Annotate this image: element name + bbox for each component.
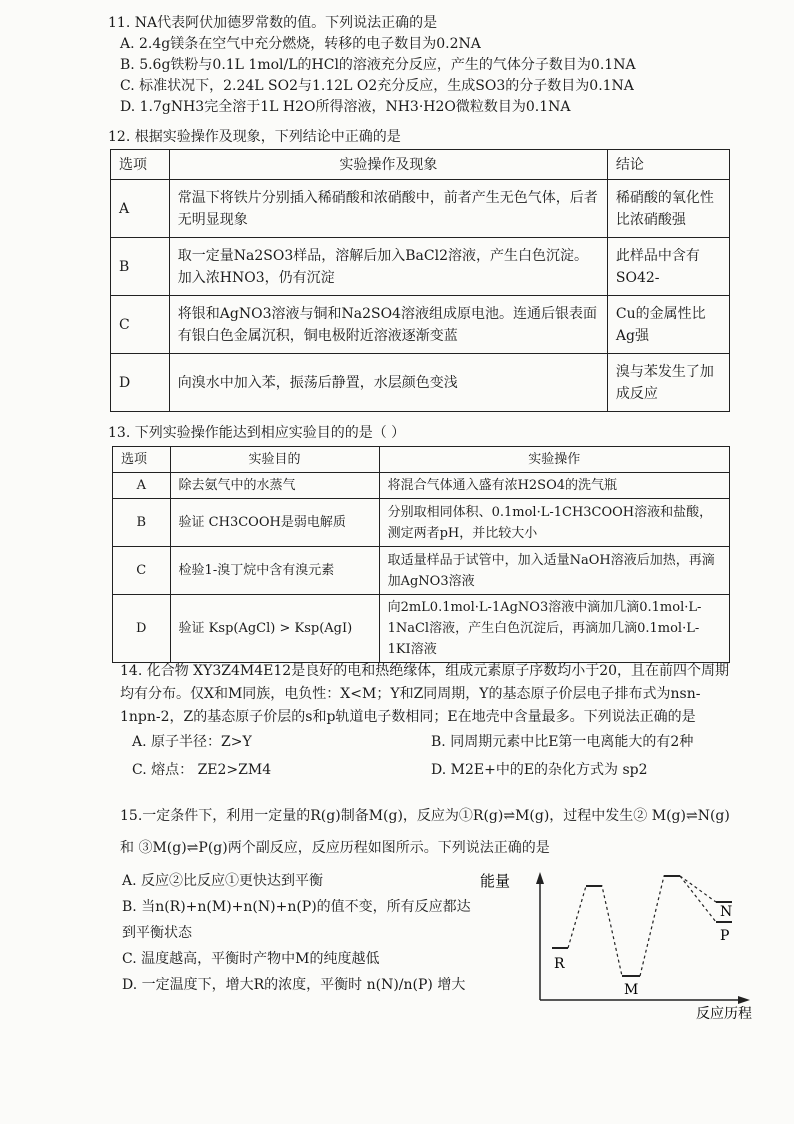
row-operation: 取一定量Na2SO3样品，溶解后加入BaCl2溶液，产生白色沉淀。加入浓HNO3，仍有沉淀	[169, 238, 607, 296]
question-15	[120, 800, 730, 864]
row-conclusion: 此样品中含有SO42-	[607, 238, 729, 296]
row-option: D	[111, 354, 170, 412]
table-header-row	[113, 447, 730, 473]
header-option: 选项	[111, 150, 170, 180]
row-option: B	[111, 238, 170, 296]
header-operation: 实验操作及现象	[169, 150, 607, 180]
y-axis-label: 能量	[480, 872, 511, 890]
path-to-p	[680, 876, 716, 922]
row-operation: 将银和AgNO3溶液与铜和Na2SO4溶液组成原电池。连通后银表面有银白色金属沉积，铜电极附近溶液逐渐变蓝	[169, 296, 607, 354]
x-axis-label: 反应历程	[696, 1006, 752, 1022]
q14-option-d: D. M2E+中的E的杂化方式为 sp2	[431, 762, 648, 778]
y-axis-arrow	[536, 872, 544, 884]
row-operation: 向溴水中加入苯，振荡后静置，水层颜色变浅	[169, 354, 607, 412]
question-13-stem	[108, 422, 748, 443]
row-operation: 常温下将铁片分别插入稀硝酸和浓硝酸中，前者产生无色气体，后者无明显现象	[169, 180, 607, 238]
path-r-to-m	[568, 886, 622, 976]
q13-stem: 13. 下列实验操作能达到相应实验目的的是（ ）	[108, 425, 406, 441]
row-option: D	[113, 595, 171, 663]
row-conclusion: 稀硝酸的氧化性比浓硝酸强	[607, 180, 729, 238]
question-15-options	[122, 868, 482, 998]
row-option: A	[113, 473, 171, 499]
table-row	[113, 499, 730, 547]
q14-stem: 14. 化合物 XY3Z4M4E12是良好的电和热绝缘体，组成元素原子序数均小于20，且在前四个周期均有分布。仅X和M同族，电负性：X<M；Y和Z同周期，Y的基态原子价层电子排布式为nsn-1npn-2，Z的基态原子价层的s和p轨道电子数相同；E在地壳中含量最多。下列说法正确的是	[120, 663, 730, 725]
q15-option-d: D. 一定温度下，增大R的浓度，平衡时 n(N)/n(P) 增大	[122, 977, 466, 993]
question-11	[108, 12, 748, 117]
path-m-to-ts	[640, 876, 680, 976]
q12-table	[110, 149, 730, 412]
row-goal: 验证 CH3COOH是弱电解质	[170, 499, 379, 547]
row-option: C	[111, 296, 170, 354]
q15-option-b: B. 当n(R)+n(M)+n(N)+n(P)的值不变，所有反应都达到平衡状态	[122, 899, 471, 941]
row-operation: 取适量样品于试管中，加入适量NaOH溶液后加热，再滴加AgNO3溶液	[379, 547, 729, 595]
row-goal: 检验1-溴丁烷中含有溴元素	[170, 547, 379, 595]
x-axis-arrow	[738, 996, 750, 1004]
table-row	[111, 296, 730, 354]
row-goal: 除去氨气中的水蒸气	[170, 473, 379, 499]
table-row	[113, 473, 730, 499]
label-n: N	[720, 904, 733, 920]
table-header-row	[111, 150, 730, 180]
header-option: 选项	[113, 447, 171, 473]
table-row	[111, 354, 730, 412]
path-to-n	[680, 876, 716, 902]
q11-option-d: D. 1.7gNH3完全溶于1L H2O所得溶液，NH3·H2O微粒数目为0.1NA	[120, 99, 571, 115]
row-operation: 将混合气体通入盛有浓H2SO4的洗气瓶	[379, 473, 729, 499]
q11-option-a: A. 2.4g镁条在空气中充分燃烧，转移的电子数目为0.2NA	[120, 36, 481, 52]
row-option: C	[113, 547, 171, 595]
q15-option-c: C. 温度越高，平衡时产物中M的纯度越低	[122, 951, 380, 967]
row-option: A	[111, 180, 170, 238]
row-conclusion: 溴与苯发生了加成反应	[607, 354, 729, 412]
row-operation: 向2mL0.1mol·L-1AgNO3溶液中滴加几滴0.1mol·L-1NaCl溶液，产生白色沉淀后，再滴加几滴0.1mol·L-1KI溶液	[379, 595, 729, 663]
row-option: B	[113, 499, 171, 547]
table-row	[113, 595, 730, 663]
q14-option-a: A. 原子半径：Z>Y	[132, 734, 252, 750]
row-conclusion: Cu的金属性比Ag强	[607, 296, 729, 354]
label-m: M	[624, 982, 639, 998]
q11-option-b: B. 5.6g铁粉与0.1L 1mol/L的HCl的溶液充分反应，产生的气体分子数目为0.1NA	[120, 57, 636, 73]
question-14	[120, 660, 730, 781]
label-r: R	[554, 956, 565, 972]
q15-stem: 15.一定条件下，利用一定量的R(g)制备M(g)，反应为①R(g)⇌M(g)，过程中发生② M(g)⇌N(g)和 ③M(g)⇌P(g)两个副反应，反应历程如图所示。下列说法正确的是	[120, 808, 730, 856]
q11-stem: 11. NA代表阿伏加德罗常数的值。下列说法正确的是	[108, 15, 438, 31]
q14-option-b: B. 同周期元素中比E第一电离能大的有2种	[431, 734, 694, 750]
header-conclusion: 结论	[607, 150, 729, 180]
q13-table	[112, 446, 730, 663]
q11-option-c: C. 标准状况下，2.24L SO2与1.12L O2充分反应，生成SO3的分子数目为0.1NA	[120, 78, 634, 94]
q15-option-a: A. 反应②比反应①更快达到平衡	[122, 873, 324, 889]
row-goal: 验证 Ksp(AgCl) > Ksp(AgI)	[170, 595, 379, 663]
table-row	[111, 180, 730, 238]
header-goal: 实验目的	[170, 447, 379, 473]
row-operation: 分别取相同体积、0.1mol·L-1CH3COOH溶液和盐酸，测定两者pH，并比较大小	[379, 499, 729, 547]
q12-stem: 12. 根据实验操作及现象，下列结论中正确的是	[108, 129, 401, 145]
header-operation: 实验操作	[379, 447, 729, 473]
table-row	[111, 238, 730, 296]
table-row	[113, 547, 730, 595]
label-p: P	[720, 928, 730, 944]
question-12-stem	[108, 126, 748, 147]
energy-diagram	[480, 866, 760, 1026]
q14-option-c: C. 熔点： ZE2>ZM4	[132, 762, 272, 778]
